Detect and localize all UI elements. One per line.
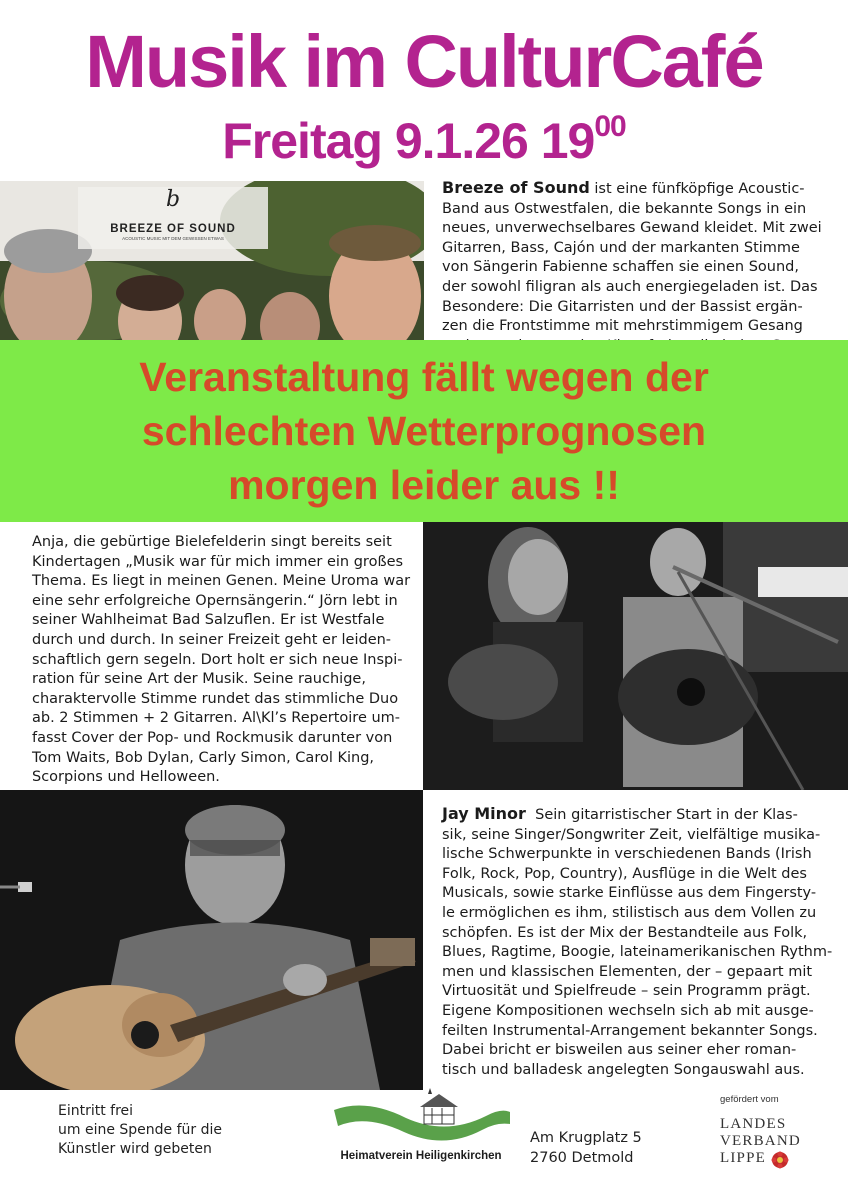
alki-line: Scorpions und Helloween. [32,769,220,786]
breeze-line: der sowohl filigran als auch energiegeladen ist. Das [442,278,818,295]
jay-line: lische Schwerpunkte in verschiedenen Bands (Irish [442,846,812,863]
sponsor-label: gefördert vom [720,1094,779,1105]
event-title: Musik im CulturCafé [85,20,763,103]
heimatverein-logo [326,1088,516,1168]
breeze-name: Breeze of Sound [442,178,590,197]
alki-line: durch und durch. In seiner Freizeit geht er leiden- [32,631,392,648]
entry-line: Künstler wird gebeten [58,1141,212,1157]
alki-line: schaftlich gern segeln. Dort holt er sich neue Inspi- [32,651,403,668]
alki-line: Tom Waits, Bob Dylan, Carly Simon, Carol King, [32,749,375,766]
band-logo [78,187,268,241]
breeze-line: Band aus Ostwestfalen, die bekannte Songs in ein [442,200,807,217]
duo-photo [423,522,848,790]
sponsor-line: LANDES [720,1116,787,1132]
alki-description [32,533,422,788]
jay-line: Virtuosität und Spielfreude – sein Programm prägt. [442,983,811,1000]
sponsor-line: VERBAND [720,1133,801,1149]
band-logo-initial: b [165,187,181,212]
alki-line: Thema. Es liegt in meinen Genen. Meine Uroma war [32,573,411,590]
event-time-superscript: 00 [594,110,626,143]
jay-minor-name: Jay Minor [442,804,526,823]
lippe-rose-icon [770,1150,790,1170]
breeze-line: von Sängerin Fabienne schaffen sie einen Sound, [442,259,799,276]
cancellation-banner [0,340,848,522]
breeze-line: neues, unverwechselbares Gewand kleidet. Mit zwei [442,220,822,237]
jay-line: men und klassischen Elementen, der – gepaart mit [442,963,813,980]
jay-line: feilten Instrumental-Arrangement bekannter Songs. [442,1022,818,1039]
alki-line: ration für seine Art der Musik. Seine rauchige, [32,671,366,688]
alki-line: seiner Wahlheimat Bad Salzuflen. Er ist Westfale [32,612,385,629]
cancellation-line: morgen leider aus !! [228,462,620,508]
jay-line: schöpfen. Es ist der Mix der Bestandteile aus Folk, [442,924,808,941]
entry-line: Eintritt frei [58,1103,134,1119]
breeze-line: Gitarren, Bass, Cajón und der markanten Stimme [442,239,800,256]
event-date-text: Freitag 9.1.26 19 [222,113,595,169]
event-date [0,98,848,170]
jay-line: Dabei bricht er bisweilen aus seiner eher roman- [442,1042,797,1059]
sponsor-line: LIPPE [720,1150,767,1166]
jay-line: le ermöglichen es ihm, stilistisch aus dem Vollen zu [442,904,817,921]
band-logo-tagline: ACOUSTIC MUSIC MIT DEM GEWISSEN ETWAS [122,236,224,241]
jay-minor-description [442,804,842,1080]
venue-address [530,1128,642,1168]
jay-line: Musicals, sowie starke Einflüsse aus dem Fingersty- [442,885,817,902]
heimatverein-name: Heimatverein Heiligenkirchen [340,1150,502,1162]
address-line: Am Krugplatz 5 [530,1130,642,1146]
band-logo-name: BREEZE OF SOUND [110,223,236,235]
breeze-description [442,178,842,356]
alki-line: Anja, die gebürtige Bielefelderin singt bereits seit [32,534,392,550]
jay-line: Sein gitarristischer Start in der Klas- [535,807,798,823]
breeze-line: Besondere: Die Gitarristen und der Bassist ergän- [442,298,803,315]
address-line: 2760 Detmold [530,1150,634,1166]
alki-line: Kindertagen „Musik war für mich immer ein großes [32,553,404,570]
entry-line: um eine Spende für die [58,1122,223,1138]
cancellation-line: schlechten Wetterprognosen [141,408,707,454]
band-photo [0,181,424,341]
jay-line: Folk, Rock, Pop, Country), Ausflüge in die Welt des [442,865,807,882]
jay-line: Blues, Ragtime, Boogie, lateinamerikanischen Rythm- [442,944,833,961]
breeze-line: zen die Frontstimme mit mehrstimmigem Gesang [442,318,803,335]
jay-line: sik, seine Singer/Songwriter Zeit, vielfältige musika- [442,826,821,843]
alki-line: fasst Cover der Pop- und Rockmusik darunter von [32,729,393,746]
cancellation-line: Veranstaltung fällt wegen der [139,354,709,400]
jay-line: tisch und balladesk angelegten Songauswahl aus. [442,1061,805,1078]
jay-minor-photo [0,790,423,1090]
jay-line: Eigene Kompositionen wechseln sich ab mit ausge- [442,1002,814,1019]
alki-line: charaktervolle Stimme rundet das stimmliche Duo [32,690,399,707]
breeze-line: ist eine fünfköpfige Acoustic- [594,181,805,197]
alki-line: eine sehr erfolgreiche Opernsängerin.“ Jörn lebt in [32,592,398,609]
entry-info [58,1102,222,1159]
alki-line: ab. 2 Stimmen + 2 Gitarren. Al\Kl’s Repertoire um- [32,710,401,727]
